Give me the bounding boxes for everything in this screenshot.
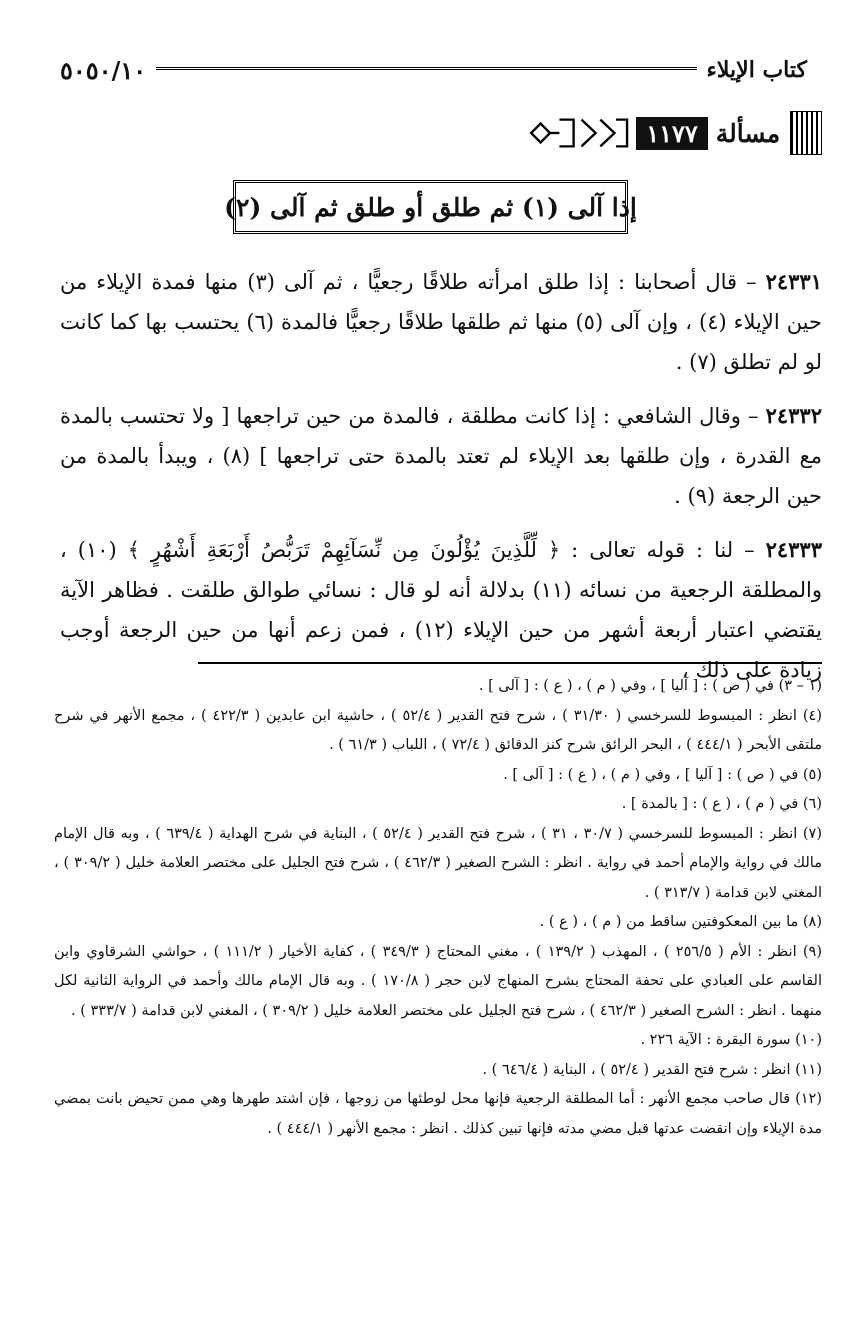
- footnote: (١١) انظر : شرح فتح القدير ( ٥٢/٤ ) ، البناية ( ٦٤٦/٤ ) .: [482, 1061, 822, 1078]
- book-title: كتاب الإيلاء: [706, 57, 807, 83]
- footnote: (٦) في ( م ) ، ( ع ) : [ بالمدة ] .: [621, 796, 822, 812]
- main-text: [60, 262, 822, 704]
- footnote: (٩) انظر : الأم ( ٢٥٦/٥ ) ، المهذب ( ١٣٩/٢ ) ، مغني المحتاج ( ٣٤٩/٣ ) ، كفاية الأخيار ( ١١١/٢ ) ، حواشي الشرقاوي وابن القاسم على العبادي على تحفة المحتاج بشرح المنهاج لابن حجر ( ١٧٠/٨ ) . وبه قال الإمام مالك وأحمد في الرواية الثانية لكل منهما . انظر : الشرح الصغير ( ٤٦٢/٣ ) ، شرح فتح الجليل على مختصر العلامة خليل ( ٣٠٩/٢ ) ، المغني لابن قدامة ( ٣٣٣/٧ ) .: [54, 943, 822, 1019]
- footnote: (٨) ما بين المعكوفتين ساقط من ( م ) ، ( ع ) .: [539, 914, 822, 930]
- paragraph: [60, 262, 822, 382]
- issue-title: إذا آلى (١) ثم طلق أو طلق ثم آلى (٢): [224, 192, 637, 222]
- footnote: (١٠) سورة البقرة : الآية ٢٢٦ .: [640, 1032, 822, 1048]
- footnote-divider: [198, 662, 822, 664]
- footnote: (١ – ٣) في ( ص ) : [ آليا ] ، وفي ( م ) ، ( ع ) : [ آلى ] .: [478, 678, 822, 694]
- striped-bar-ornament: [790, 111, 822, 155]
- paragraph-text: – قال أصحابنا : إذا طلق امرأته طلاقًا رجعيًّا ، ثم آلى (٣) منها فمدة الإيلاء من حين الإيلاء (٤) ، وإن آلى (٥) منها ثم طلقها طلاقًا رجعيًّا فالمدة (٦) يحتسب بها كما كانت لو لم تطلق (٧) .: [60, 270, 822, 374]
- paragraph-number: ٢٤٣٣٢: [765, 403, 822, 428]
- paragraph-text: – وقال الشافعي : إذا كانت مطلقة ، فالمدة من حين تراجعها [ ولا تحتسب بالمدة مع القدرة ، وإن طلقها بعد الإيلاء لم تعتد بالمدة حتى تراجعها ] (٨) ، ويبدأ بالمدة من حين الرجعة (٩) .: [60, 404, 822, 508]
- issue-title-box: [224, 180, 637, 234]
- paragraph-number: ٢٤٣٣١: [765, 269, 822, 294]
- footnotes: [54, 672, 822, 1144]
- masala-heading: [528, 110, 822, 156]
- header-rule: [156, 67, 696, 73]
- geometric-ornament-icon: [528, 110, 630, 156]
- masala-label: مسألة: [715, 118, 781, 148]
- page-number: ٥٠٥٠/١٠: [60, 55, 147, 85]
- paragraph-text: – لنا : قوله تعالى : ﴿ لِّلَّذِينَ يُؤْلُونَ مِن نِّسَآئِهِمْ تَرَبُّصُ أَرْبَعَةِ أَشْهُرٍ ﴾ (١٠) ، والمطلقة الرجعية من نسائه (١١) بدلالة أنه لو قال : نسائي طوالق طلقت . فظاهر الآية يقتضي اعتبار أربعة أشهر من حين الإيلاء (١٢) ، فمن زعم أنها من حين الرجعة أوجب زيادة على ذلك ،: [60, 538, 822, 682]
- paragraph: [60, 530, 822, 690]
- footnote: (٧) انظر : المبسوط للسرخسي ( ٣٠/٧ ، ٣١ ) ، شرح فتح القدير ( ٥٢/٤ ) ، البناية في شرح الهداية ( ٦٣٩/٤ ) ، وبه قال الإمام مالك في رواية والإمام أحمد في رواية . انظر : الشرح الصغير ( ٤٦٢/٣ ) ، شرح فتح الجليل على مختصر العلامة خليل ( ٣٠٩/٢ ) ، المغني لابن قدامة ( ٣١٣/٧ ) .: [54, 825, 822, 901]
- footnote: (١٢) قال صاحب مجمع الأنهر : أما المطلقة الرجعية فإنها محل لوطئها من زوجها ، فإن اشتد طهرها وهي ممن تحيض بانت بمضي مدة الإيلاء وإن انقضت عدتها قبل مضي مدته فإنها تبين كذلك . انظر : مجمع الأنهر ( ٤٤٤/١ ) .: [54, 1091, 822, 1137]
- paragraph-number: ٢٤٣٣٣: [765, 537, 822, 562]
- masala-number: ١١٧٧: [636, 117, 708, 150]
- footnote: (٤) انظر : المبسوط للسرخسي ( ٣١/٣٠ ) ، شرح فتح القدير ( ٥٢/٤ ) ، حاشية ابن عابدين ( ٤٢٢/٣ ) ، مجمع الأنهر في شرح ملتقى الأبحر ( ٤٤٤/١ ) ، البحر الرائق شرح كنز الدقائق ( ٧٢/٤ ) ، اللباب ( ٦١/٣ ) .: [54, 707, 822, 753]
- footnote: (٥) في ( ص ) : [ آليا ] ، وفي ( م ) ، ( ع ) : [ آلى ] .: [503, 766, 822, 783]
- paragraph: [60, 396, 822, 516]
- running-header: [60, 50, 807, 90]
